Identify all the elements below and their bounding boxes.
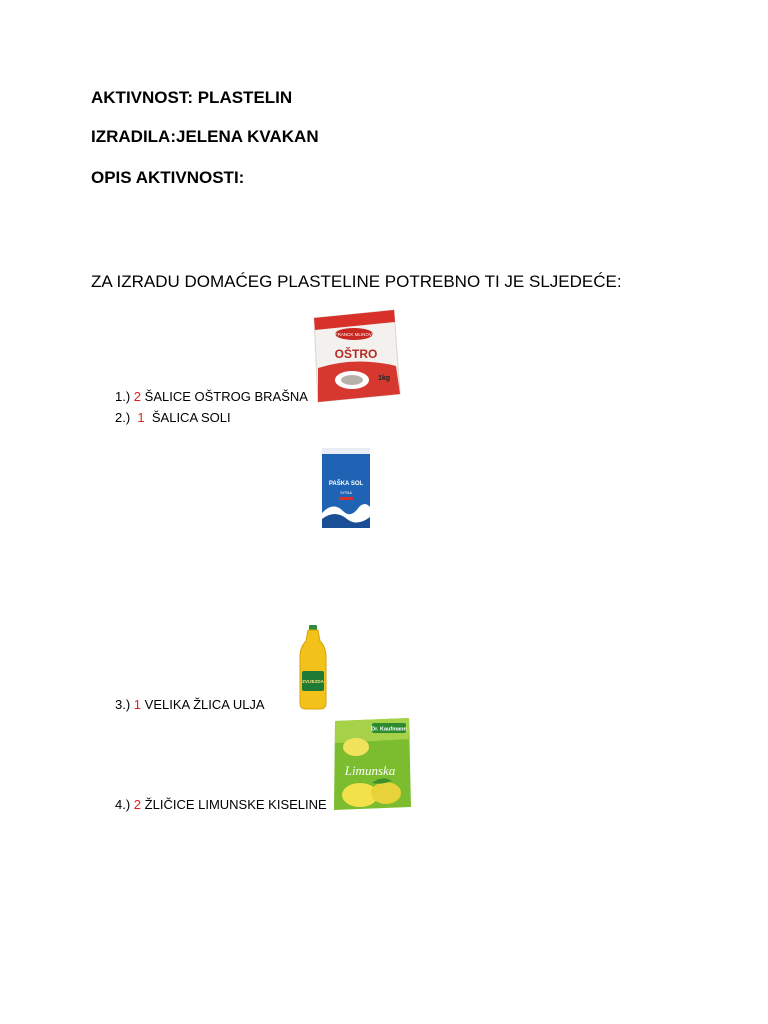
activity-title: AKTIVNOST: PLASTELIN xyxy=(91,88,293,107)
item-quantity: 1 xyxy=(133,697,142,712)
flour-bag-icon xyxy=(310,308,404,404)
item-number: 3.) xyxy=(115,697,131,712)
oil-bottle-icon xyxy=(298,625,328,710)
item-text: ŠALICA SOLI xyxy=(151,410,231,425)
list-item xyxy=(115,410,231,425)
lemon-brand-text: Dr. Kaufmann xyxy=(371,726,407,733)
flour-name-text: OŠTRO xyxy=(334,347,378,361)
author-line: IZRADILA:JELENA KVAKAN xyxy=(91,127,319,146)
item-text: VELIKA ŽLICA ULJA xyxy=(144,697,265,712)
item-number: 4.) xyxy=(115,797,131,812)
oil-label-text: ZVIJEZDA xyxy=(302,679,324,684)
item-quantity: 2 xyxy=(133,389,142,404)
salt-sub-text: SITNA xyxy=(340,490,352,495)
citric-acid-bag-icon xyxy=(332,717,412,811)
item-quantity: 1 xyxy=(137,410,145,425)
flour-brand-text: FRANCK MLINOVI xyxy=(334,332,374,337)
list-item xyxy=(115,697,265,712)
item-text: ŽLIČICE LIMUNSKE KISELINE xyxy=(144,797,327,812)
salt-box-icon xyxy=(321,447,371,529)
item-number: 2.) xyxy=(115,410,131,425)
salt-name-text: PAŠKA SOL xyxy=(328,481,364,487)
flour-weight-text: 1kg xyxy=(377,375,391,382)
item-text: ŠALICE OŠTROG BRAŠNA xyxy=(144,389,308,404)
description-label: OPIS AKTIVNOSTI: xyxy=(91,168,245,187)
item-number: 1.) xyxy=(115,389,131,404)
list-item xyxy=(115,797,327,812)
lemon-name-text: Limunska xyxy=(344,763,396,778)
item-quantity: 2 xyxy=(133,797,142,812)
intro-text: ZA IZRADU DOMAĆEG PLASTELINE POTREBNO TI JE SLJEDEĆE: xyxy=(91,272,622,291)
list-item xyxy=(115,389,308,404)
